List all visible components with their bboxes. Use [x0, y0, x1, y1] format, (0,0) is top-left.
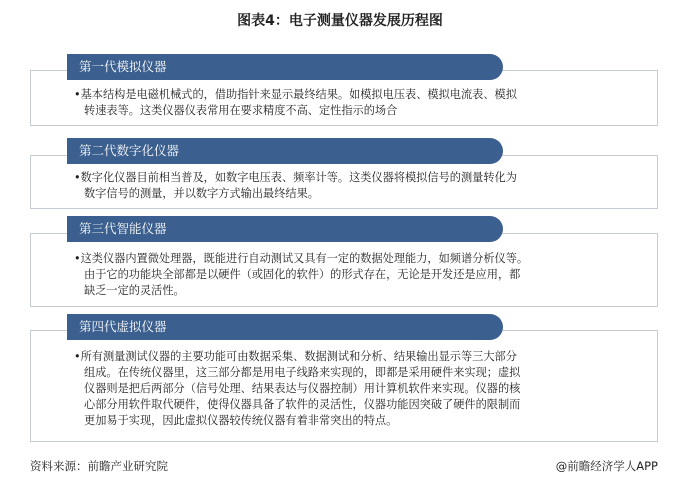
- section-1-line-1: •基本结构是电磁机械式的，借助指针来显示最终结果。如模拟电压表、模拟电流表、模拟: [74, 88, 517, 101]
- section-4-line-3: 仪器则是把后两部分（信号处理、结果表达与仪器控制）用计算机软件来实现。仪器的核: [84, 382, 521, 395]
- section-1-heading: 第一代模拟仪器: [67, 54, 503, 80]
- section-4-line-1: •所有测量测试仪器的主要功能可由数据采集、数据测试和分析、结果输出显示等三大部分: [74, 350, 517, 363]
- section-4-line-5: 更加易于实现，因此虚拟仪器较传统仪器有着非常突出的特点。: [84, 414, 398, 427]
- section-4-heading: 第四代虚拟仪器: [67, 314, 503, 340]
- section-3-text: [74, 251, 626, 299]
- brand-label: @前瞻经济学人APP: [555, 459, 658, 473]
- section-2-text: [74, 170, 626, 202]
- section-3-line-1: •这类仪器内置微处理器，既能进行自动测试又具有一定的数据处理能力，如频谱分析仪等。: [74, 252, 529, 265]
- section-2-line-1: •数字化仪器目前相当普及，如数字电压表、频率计等。这类仪器将模拟信号的测量转化为: [74, 171, 517, 184]
- section-1-line-2: 转速表等。这类仪器仪表常用在要求精度不高、定性指示的场合: [84, 104, 398, 117]
- section-2-heading: 第二代数字化仪器: [67, 138, 503, 164]
- source-note: 资料来源：前瞻产业研究院: [30, 459, 168, 473]
- figure-title: 图表4：电子测量仪器发展历程图: [237, 13, 443, 29]
- section-4-line-4: 心部分用软件取代硬件，使得仪器具备了软件的灵活性，仪器功能因突破了硬件的限制而: [84, 398, 521, 411]
- section-4-text: [74, 349, 626, 429]
- section-2-line-2: 数字信号的测量，并以数字方式输出最终结果。: [84, 187, 319, 200]
- section-3-line-3: 缺乏一定的灵活性。: [84, 284, 185, 297]
- section-3-line-2: 由于它的功能块全部都是以硬件（或固化的软件）的形式存在，无论是开发还是应用，都: [84, 268, 521, 281]
- section-1-text: [74, 87, 626, 119]
- section-3-heading: 第三代智能仪器: [67, 216, 503, 242]
- section-4-line-2: 组成。在传统仪器里，这三部分都是用电子线路来实现的，即都是采用硬件来实现；虚拟: [84, 366, 521, 379]
